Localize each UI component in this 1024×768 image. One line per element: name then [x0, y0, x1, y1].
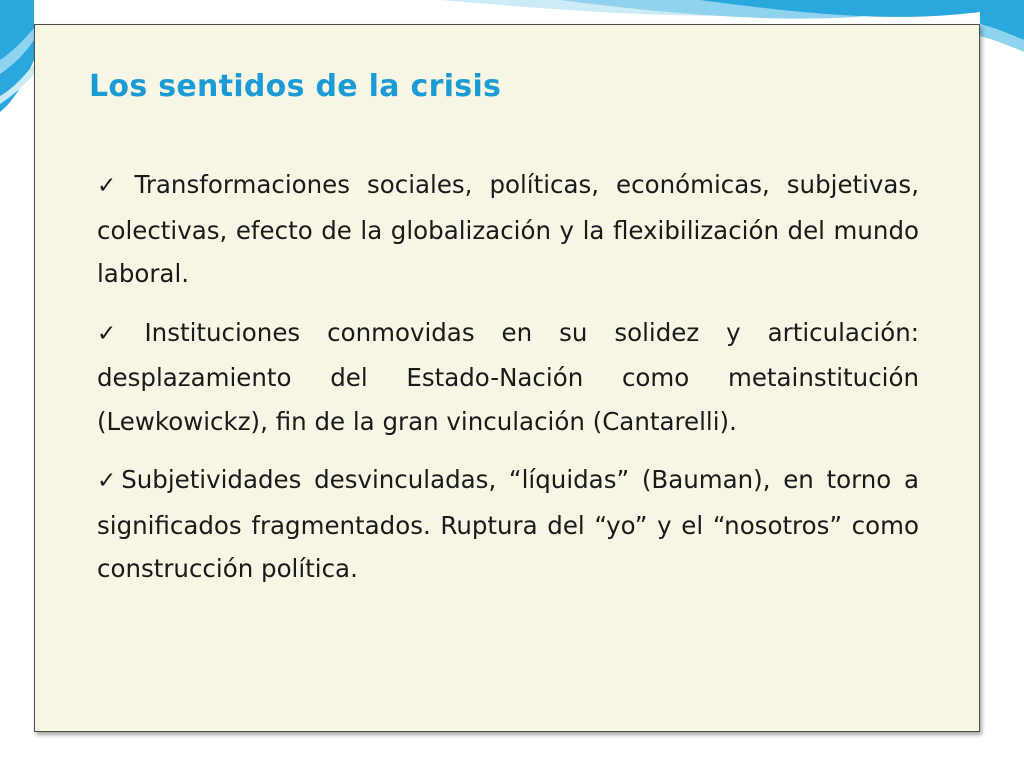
bullet-item — [97, 458, 919, 591]
checkmark-icon: ✓ — [97, 320, 136, 347]
bullet-text: Transformaciones sociales, políticas, económicas, subjetivas, colectivas, efecto de la globalización y la flexibilización del mundo laboral. — [97, 170, 919, 288]
content-panel — [34, 24, 980, 732]
slide-title: Los sentidos de la crisis — [89, 69, 502, 104]
bullet-text: Subjetividades desvinculadas, “líquidas” (Bauman), en torno a significados fragmentados. Ruptura del “yo” y el “nosotros” como construcción política. — [97, 465, 919, 583]
checkmark-icon: ✓ — [97, 173, 126, 199]
bullet-list — [97, 163, 919, 606]
checkmark-icon: ✓ — [97, 468, 122, 494]
bullet-item — [97, 311, 919, 444]
bullet-text: Instituciones conmovidas en su solidez y articulación: desplazamiento del Estado-Nación como metainstitución (Lewkowickz), fin de la gran vinculación (Cantarelli). — [97, 317, 919, 436]
bullet-item — [97, 163, 919, 296]
